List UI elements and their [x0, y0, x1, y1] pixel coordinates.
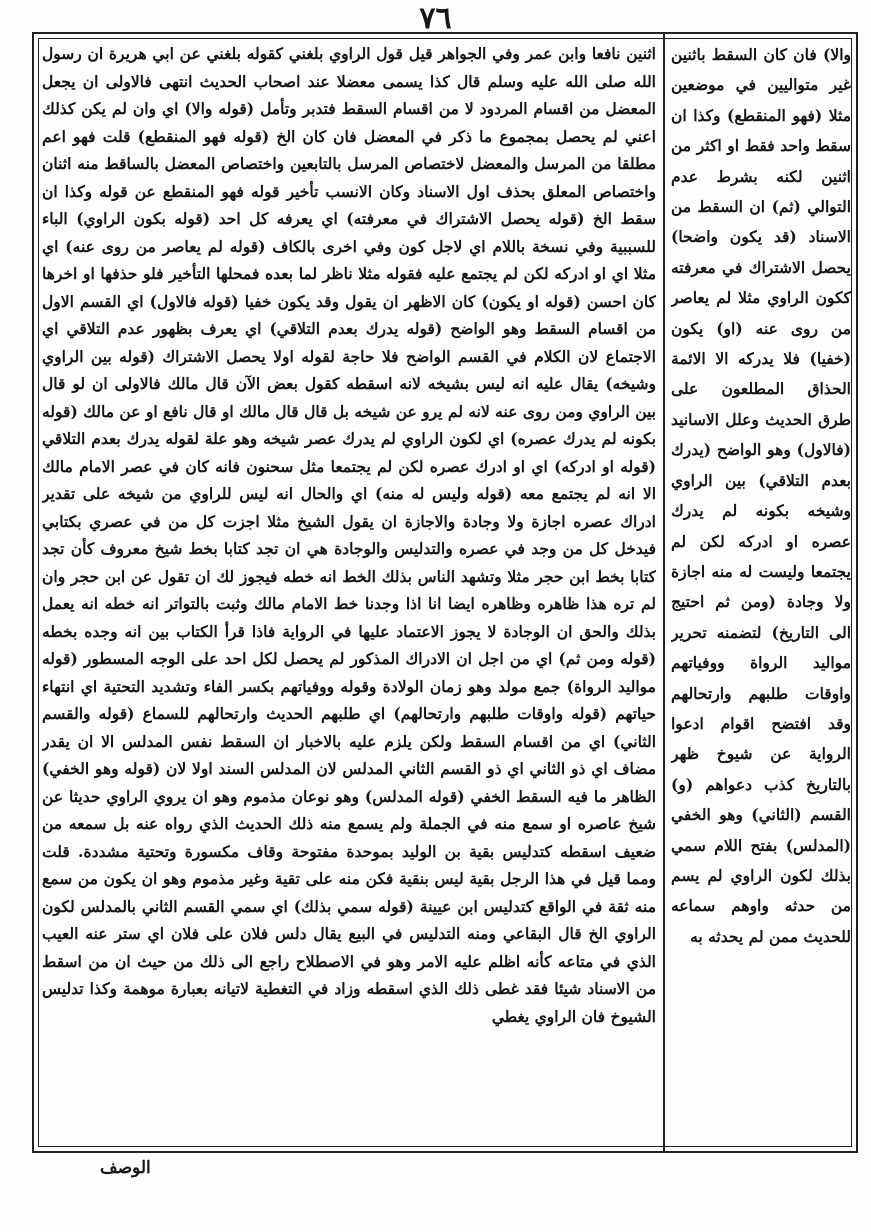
page-number: ٧٦ [419, 1, 452, 36]
commentary-text: اثنين نافعا وابن عمر وفي الجواهر قيل قول الراوي بلغني كقوله بلغني عن ابي هريرة ان رسول الله صلى الله عليه وسلم قال كذا يسمى معضلا عند اصحاب الحديث انتهى فالاولى ان يجعل المعضل من اقسام المردود لا من اقسام السقط فتدبر وتأمل (قوله والا) اي وان لم يكن كذلك اعني لم يحصل بمجموع ما ذكر في المعضل فان كان الخ (قوله فهو المنقطع) قلت فهو اعم مطلقا من المرسل والمعضل لاختصاص المرسل بالتابعين واختصاص المعضل بالساقط منه اثنان واختصاص المعلق بحذف اول الاسناد وكان الانسب تأخير قوله فهو المنقطع عن قوله وكذا ان سقط الخ (قوله يحصل الاشتراك في معرفته) اي يعرفه كل احد (قوله بكون الراوي) الباء للسببية وفي نسخة باللام اي لاجل كون وفي اخرى بالكاف (قوله لم يعاصر من روى عنه) اي مثلا اي او ادركه لكن لم يجتمع عليه فقوله مثلا ناظر لما بعده فمحلها التأخير فلو حذفها او اخرها كان احسن (قوله او يكون) كان الاظهر ان يقول وقد يكون خفيا (قوله فالاول) اي القسم الاول من اقسام السقط وهو الواضح (قوله يدرك بعدم التلاقي) اي يعرف بظهور عدم التلاقي اي الاجتماع لان الكلام في القسم الواضح فلا حاجة لقوله اولا يحصل الاشتراك (قوله بين الراوي وشيخه) يقال عليه انه ليس بشيخه لانه اسقطه كقول بعض الآن قال مالك فالاولى ان لو قال بين الراوي ومن روى عنه لانه لم يرو عن شيخه بل قال قال مالك او قال نافع او عن مالك (قوله بكونه لم يدرك عصره) اي لكون الراوي لم يدرك عصر شيخه وهو علة لقوله يدرك بعدم التلاقي (قوله او ادركه) اي او ادرك عصره لكن لم يجتمعا مثل سحنون فانه كان في عصر الامام مالك الا انه لم يجتمع معه (قوله وليس له منه) اي والحال انه ليس للراوي من شيخه على تقدير ادراك عصره اجازة ولا وجادة والاجازة ان يقول الشيخ مثلا اجزت كل من في عصري بكتابي فيدخل كل من وجد في عصره والتدليس والوجادة هي ان تجد كتابا بخط شيخ معروف كأن تجد كتابا بخط ابن حجر مثلا وتشهد الناس بذلك الخط انه خطه فيجوز لك ان تقول عن ابن حجر وان لم تره هذا ظاهره وظاهره ايضا انا اذا وجدنا خط الامام مالك وثبت بالتواتر انه خطه انه يعمل بذلك والحق ان الوجادة لا يجوز الاعتماد عليها في الرواية فاذا قرأ الكتاب بين انه وجده بخطه (قوله ومن ثم) اي من اجل ان الادراك المذكور لم يحصل لكل احد على الوجه المسطور (قوله مواليد الرواة) جمع مولد وهو زمان الولادة وقوله ووفياتهم بكسر الفاء وتشديد التحتية اي انتهاء حياتهم (قوله واوقات طلبهم وارتحالهم) اي طلبهم الحديث وارتحالهم للسماع (قوله والقسم الثاني) اي من اقسام السقط ولكن يلزم عليه بالاخبار ان السقط نفس المدلس الا ان يقدر مضاف اي ذو الثاني اي ذو القسم الثاني المدلس لان المدلس السند اولا لان (قوله وهو الخفي) الظاهر ما فيه السقط الخفي (قوله المدلس) وهو نوعان مذموم وهو ان يروي الراوي حديثا عن شيخ عاصره او سمع منه في الجملة ولم يسمع منه ذلك الحديث الذي رواه عنه بل سمعه من ضعيف اسقطه كتدليس بقية بن الوليد بموحدة مفتوحة وقاف مكسورة وتحتية مشددة. قلت ومما قيل في هذا الرجل بقية ليس بنقية فكن منه على تقية وغير مذموم وهو ان يكون من سمع منه ثقة في الواقع كتدليس ابن عيينة (قوله سمي بذلك) اي سمي القسم الثاني بالمدلس لكون الراوي الخ قال البقاعي ومنه التدليس في البيع يقال دلس فلان على فلان اي ستر عنه العيب الذي في متاعه كأنه اظلم عليه الامر وهو في الاصطلاح راجع الى ذلك من حيث ان من اسقط من الاسناد شيئا فقد غطى ذلك الذي اسقطه وزاد في التغطية لاتيانه بعبارة موهمة وكذا تدليس الشيوخ فان الراوي يغطي [42, 44, 656, 1026]
margin-base-text: والا) فان كان السقط باثنين غير متواليين في موضعين مثلا (فهو المنقطع) وكذا ان سقط واحد فقط او اكثر من اثنين لكنه بشرط عدم التوالي (ثم) ان السقط من الاسناد (قد يكون واضحا) يحصل الاشتراك في معرفته ككون الراوي مثلا لم يعاصر من روى عنه (او) يكون (خفيا) فلا يدركه الا الائمة الحذاق المطلعون على طرق الحديث وعلل الاسانيد (فالاول) وهو الواضح (يدرك بعدم التلاقي) بين الراوي وشيخه بكونه لم يدرك عصره او ادركه لكن لم يجتمعا وليست له منه اجازة ولا وجادة (ومن ثم احتيج الى التاريخ) لتضمنه تحرير مواليد الرواة ووفياتهم واوقات طلبهم وارتحالهم وقد افتضح اقوام ادعوا الرواية عن شيوخ ظهر بالتاريخ كذب دعواهم (و) القسم (الثاني) وهو الخفي (المدلس) بفتح اللام سمي بذلك لكون الراوي لم يسم من حدثه واوهم سماعه للحديث ممن لم يحدثه به [671, 45, 851, 946]
column-divider [663, 32, 665, 1153]
catchword: الوصف [100, 1158, 151, 1178]
